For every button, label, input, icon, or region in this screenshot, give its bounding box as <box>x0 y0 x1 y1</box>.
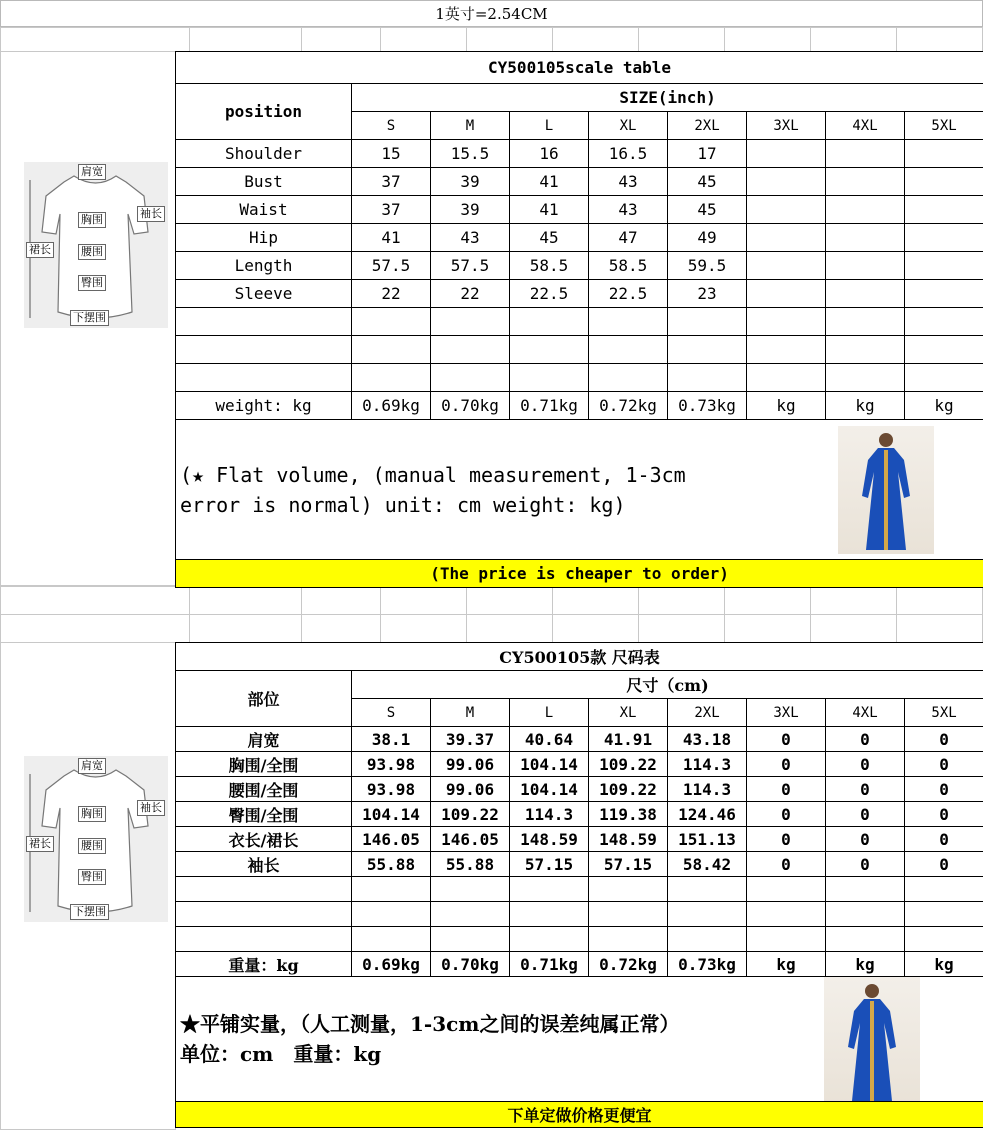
cell: 43 <box>431 224 510 252</box>
size-s: S <box>352 112 431 140</box>
price-banner: 下单定做价格更便宜 <box>176 1102 983 1128</box>
row-label: Hip <box>176 224 352 252</box>
row-label: 袖长 <box>176 852 352 877</box>
cell: kg <box>747 392 826 420</box>
cell: 0 <box>905 827 983 852</box>
cell: 0 <box>747 827 826 852</box>
weight-row <box>176 952 983 977</box>
cell: 0 <box>826 752 905 777</box>
note-cell <box>176 420 983 560</box>
table-row <box>176 752 983 777</box>
row-label: 腰围/全围 <box>176 777 352 802</box>
size-2xl: 2XL <box>668 699 747 727</box>
product-photo <box>838 426 934 554</box>
dress-model-icon <box>838 426 934 554</box>
table-row <box>176 168 983 196</box>
table-row <box>176 140 983 168</box>
cell: kg <box>747 952 826 977</box>
size-5xl: 5XL <box>905 699 983 727</box>
cell: 57.15 <box>510 852 589 877</box>
cell: 57.5 <box>352 252 431 280</box>
cell <box>905 168 983 196</box>
row-label: 衣长/裙长 <box>176 827 352 852</box>
cell: 109.22 <box>589 752 668 777</box>
dress-sketch-diagram <box>24 162 168 328</box>
dress-model-icon <box>824 977 920 1102</box>
row-label: Waist <box>176 196 352 224</box>
cell: 0 <box>905 727 983 752</box>
cell: 57.15 <box>589 852 668 877</box>
cell: 114.3 <box>668 777 747 802</box>
cell: 146.05 <box>352 827 431 852</box>
cell: 114.3 <box>510 802 589 827</box>
cell: 22 <box>352 280 431 308</box>
cell: 109.22 <box>431 802 510 827</box>
size-table-cn <box>175 642 983 1128</box>
cell: 49 <box>668 224 747 252</box>
cell: 55.88 <box>352 852 431 877</box>
sketch-label-waist: 腰围 <box>78 838 106 854</box>
size-xl: XL <box>589 699 668 727</box>
cell <box>826 252 905 280</box>
cell: 16.5 <box>589 140 668 168</box>
table-row <box>176 224 983 252</box>
size-2xl: 2XL <box>668 112 747 140</box>
cell <box>747 252 826 280</box>
cell: 15 <box>352 140 431 168</box>
table-row <box>176 727 983 752</box>
cell: 15.5 <box>431 140 510 168</box>
sketch-label-hem: 下摆围 <box>70 310 109 326</box>
row-label: 臀围/全围 <box>176 802 352 827</box>
cell: 45 <box>668 168 747 196</box>
row-label: 肩宽 <box>176 727 352 752</box>
size-xl: XL <box>589 112 668 140</box>
spacer-grid-1 <box>0 27 983 52</box>
cell: 104.14 <box>510 752 589 777</box>
sketch-label-hem: 下摆围 <box>70 904 109 920</box>
cell: 16 <box>510 140 589 168</box>
cell: 45 <box>510 224 589 252</box>
cell: 0 <box>905 802 983 827</box>
cell: 57.5 <box>431 252 510 280</box>
row-label: Length <box>176 252 352 280</box>
cell: kg <box>905 952 983 977</box>
cell: 55.88 <box>431 852 510 877</box>
cell: 58.5 <box>510 252 589 280</box>
table-row <box>176 852 983 877</box>
cell: 0 <box>905 852 983 877</box>
cell <box>747 196 826 224</box>
cell <box>905 252 983 280</box>
size-header: 尺寸（cm) <box>352 671 983 699</box>
weight-label: weight: kg <box>176 392 352 420</box>
size-3xl: 3XL <box>747 699 826 727</box>
size-m: M <box>431 699 510 727</box>
size-table-en <box>175 51 983 588</box>
cell: 37 <box>352 196 431 224</box>
cell: 0 <box>826 852 905 877</box>
note-line-2: error is normal) unit: cm weight: kg) <box>180 493 626 517</box>
cell: 0.69kg <box>352 952 431 977</box>
cell: 38.1 <box>352 727 431 752</box>
sketch-label-sleeve: 袖长 <box>137 800 165 816</box>
size-s: S <box>352 699 431 727</box>
weight-row <box>176 392 983 420</box>
weight-label: 重量：kg <box>176 952 352 977</box>
row-label: Shoulder <box>176 140 352 168</box>
cell: 39 <box>431 168 510 196</box>
cell: 0.72kg <box>589 952 668 977</box>
cell: 41.91 <box>589 727 668 752</box>
cell: 40.64 <box>510 727 589 752</box>
cell <box>826 168 905 196</box>
cell: 124.46 <box>668 802 747 827</box>
position-header: 部位 <box>176 671 352 727</box>
cell: kg <box>826 952 905 977</box>
sketch-label-shoulder: 肩宽 <box>78 758 106 774</box>
cell: 104.14 <box>352 802 431 827</box>
cell: kg <box>826 392 905 420</box>
cell: 99.06 <box>431 752 510 777</box>
cell: 39.37 <box>431 727 510 752</box>
cell: 17 <box>668 140 747 168</box>
cell: 0 <box>747 802 826 827</box>
table-title: CY500105scale table <box>176 52 983 84</box>
cell <box>826 196 905 224</box>
cell: 22 <box>431 280 510 308</box>
cell: 58.5 <box>589 252 668 280</box>
size-4xl: 4XL <box>826 112 905 140</box>
product-photo <box>824 977 920 1102</box>
size-5xl: 5XL <box>905 112 983 140</box>
sketch-label-length: 裙长 <box>26 836 54 852</box>
cell: 0 <box>747 752 826 777</box>
dress-sketch-diagram-cn <box>24 756 168 922</box>
cell: 0.70kg <box>431 392 510 420</box>
table-row <box>176 802 983 827</box>
cell: 22.5 <box>589 280 668 308</box>
cell: 59.5 <box>668 252 747 280</box>
cell: 151.13 <box>668 827 747 852</box>
cell: 0.71kg <box>510 392 589 420</box>
note-line-1: (★ Flat volume, (manual measurement, 1-3cm <box>180 463 686 487</box>
sketch-label-length: 裙长 <box>26 242 54 258</box>
sketch-label-bust: 胸围 <box>78 806 106 822</box>
cell: 93.98 <box>352 752 431 777</box>
table-row <box>176 196 983 224</box>
cell: 0.69kg <box>352 392 431 420</box>
cell: 22.5 <box>510 280 589 308</box>
cell: kg <box>905 392 983 420</box>
size-l: L <box>510 112 589 140</box>
position-header: position <box>176 84 352 140</box>
price-banner: (The price is cheaper to order) <box>176 560 983 588</box>
cell: 148.59 <box>510 827 589 852</box>
row-label: Bust <box>176 168 352 196</box>
size-m: M <box>431 112 510 140</box>
cell: 0.73kg <box>668 392 747 420</box>
sketch-label-sleeve: 袖长 <box>137 206 165 222</box>
cell: 43 <box>589 168 668 196</box>
cell: 0 <box>826 727 905 752</box>
cell: 0 <box>826 802 905 827</box>
size-3xl: 3XL <box>747 112 826 140</box>
cell: 41 <box>510 168 589 196</box>
sketch-label-shoulder: 肩宽 <box>78 164 106 180</box>
cell: 0 <box>826 777 905 802</box>
cell: 39 <box>431 196 510 224</box>
cell: 47 <box>589 224 668 252</box>
cell: 0 <box>747 852 826 877</box>
cell: 148.59 <box>589 827 668 852</box>
note-line-1: ★平铺实量，（人工测量，1-3cm之间的误差纯属正常） <box>180 1012 680 1036</box>
cell: 93.98 <box>352 777 431 802</box>
cell <box>747 280 826 308</box>
cell: 45 <box>668 196 747 224</box>
table-title: CY500105款 尺码表 <box>176 643 983 671</box>
size-4xl: 4XL <box>826 699 905 727</box>
cell: 0.72kg <box>589 392 668 420</box>
cell: 0 <box>747 777 826 802</box>
cell: 41 <box>352 224 431 252</box>
cell <box>905 280 983 308</box>
cell: 99.06 <box>431 777 510 802</box>
table-row <box>176 280 983 308</box>
cell <box>905 224 983 252</box>
cell: 43.18 <box>668 727 747 752</box>
cell <box>905 140 983 168</box>
sketch-label-hip: 臀围 <box>78 869 106 885</box>
sketch-label-hip: 臀围 <box>78 275 106 291</box>
cell: 104.14 <box>510 777 589 802</box>
cell: 0.71kg <box>510 952 589 977</box>
sketch-label-waist: 腰围 <box>78 244 106 260</box>
cell <box>826 280 905 308</box>
cell: 146.05 <box>431 827 510 852</box>
cell: 0 <box>905 777 983 802</box>
cell <box>826 224 905 252</box>
cell: 43 <box>589 196 668 224</box>
size-l: L <box>510 699 589 727</box>
cell <box>826 140 905 168</box>
cell: 0.73kg <box>668 952 747 977</box>
size-header: SIZE(inch) <box>352 84 983 112</box>
row-label: Sleeve <box>176 280 352 308</box>
cell <box>905 196 983 224</box>
cell: 114.3 <box>668 752 747 777</box>
conversion-note: 1英寸=2.54CM <box>0 0 983 27</box>
row-label: 胸围/全围 <box>176 752 352 777</box>
sketch-label-bust: 胸围 <box>78 212 106 228</box>
cell: 37 <box>352 168 431 196</box>
cell: 0 <box>747 727 826 752</box>
cell: 23 <box>668 280 747 308</box>
spacer-grid-2 <box>0 586 983 643</box>
cell: 0 <box>905 752 983 777</box>
cell: 0.70kg <box>431 952 510 977</box>
cell: 119.38 <box>589 802 668 827</box>
note-line-2: 单位：cm 重量：kg <box>180 1042 382 1066</box>
cell: 109.22 <box>589 777 668 802</box>
cell: 0 <box>826 827 905 852</box>
cell <box>747 140 826 168</box>
cell <box>747 168 826 196</box>
table-row <box>176 827 983 852</box>
note-cell <box>176 977 983 1102</box>
cell: 58.42 <box>668 852 747 877</box>
cell: 41 <box>510 196 589 224</box>
table-row <box>176 252 983 280</box>
cell <box>747 224 826 252</box>
table-row <box>176 777 983 802</box>
